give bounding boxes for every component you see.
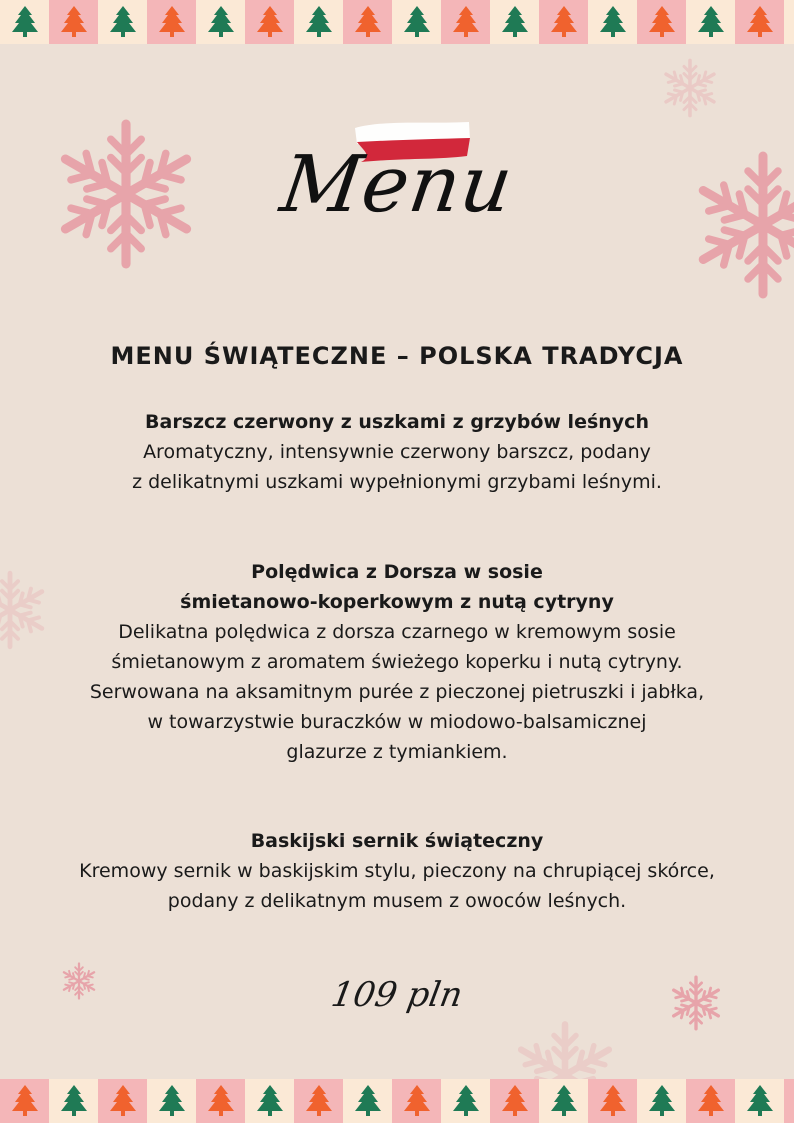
- border-tile: [441, 0, 490, 44]
- border-tile: [686, 1079, 735, 1123]
- border-tile: [441, 1079, 490, 1123]
- christmas-tree-icon: [110, 6, 136, 38]
- dish-1: [30, 407, 764, 497]
- border-tile: [637, 1079, 686, 1123]
- border-tile: [392, 0, 441, 44]
- dish-description-line: w towarzystwie buraczków w miodowo-balsamicznej: [147, 711, 647, 733]
- border-tile: [49, 0, 98, 44]
- christmas-tree-icon: [551, 6, 577, 38]
- christmas-tree-icon: [649, 1085, 675, 1117]
- border-tile: [588, 1079, 637, 1123]
- border-tile: [784, 1079, 794, 1123]
- border-tile: [735, 0, 784, 44]
- dish-description-line: Delikatna polędwica z dorsza czarnego w kremowym sosie: [118, 621, 676, 643]
- border-tile: [343, 0, 392, 44]
- border-tile: [245, 0, 294, 44]
- christmas-tree-icon: [698, 6, 724, 38]
- christmas-tree-icon: [698, 1085, 724, 1117]
- christmas-tree-icon: [12, 6, 38, 38]
- christmas-tree-icon: [306, 1085, 332, 1117]
- border-tile: [735, 1079, 784, 1123]
- christmas-tree-icon: [257, 6, 283, 38]
- christmas-tree-icon: [551, 1085, 577, 1117]
- christmas-tree-icon: [453, 6, 479, 38]
- christmas-tree-icon: [502, 6, 528, 38]
- border-tile: [0, 0, 49, 44]
- dish-2: [30, 557, 764, 767]
- christmas-tree-icon: [306, 6, 332, 38]
- christmas-tree-icon: [12, 1085, 38, 1117]
- snowflake-icon: [660, 58, 720, 118]
- dish-name: [30, 557, 764, 617]
- border-tile: [245, 1079, 294, 1123]
- christmas-tree-icon: [649, 6, 675, 38]
- christmas-tree-icon: [208, 1085, 234, 1117]
- christmas-tree-icon: [257, 1085, 283, 1117]
- christmas-tree-icon: [747, 1085, 773, 1117]
- christmas-tree-icon: [600, 6, 626, 38]
- dish-name-line: Barszcz czerwony z uszkami z grzybów leśnych: [145, 411, 649, 433]
- dish-name-line: Polędwica z Dorsza w sosie: [251, 561, 543, 583]
- border-tile: [637, 0, 686, 44]
- border-tile: [686, 0, 735, 44]
- menu-script-title: Menu: [275, 140, 519, 230]
- christmas-tree-icon: [600, 1085, 626, 1117]
- dish-name-line: śmietanowo-koperkowym z nutą cytryny: [180, 591, 614, 613]
- border-tile: [0, 1079, 49, 1123]
- christmas-tree-icon: [110, 1085, 136, 1117]
- christmas-tree-icon: [61, 1085, 87, 1117]
- dish-name-line: Baskijski sernik świąteczny: [250, 830, 544, 852]
- border-tile: [539, 1079, 588, 1123]
- dish-description-line: Serwowana na aksamitnym purée z pieczonej pietruszki i jabłka,: [89, 681, 705, 703]
- border-tile: [490, 1079, 539, 1123]
- border-tile: [196, 0, 245, 44]
- christmas-tree-icon: [208, 6, 234, 38]
- christmas-tree-icon: [404, 1085, 430, 1117]
- dish-description-line: glazurze z tymiankiem.: [286, 741, 508, 763]
- top-tree-border: [0, 0, 794, 44]
- dish-3: [30, 826, 764, 916]
- christmas-tree-icon: [404, 6, 430, 38]
- dish-description-line: Aromatyczny, intensywnie czerwony barszcz, podany: [143, 441, 651, 463]
- dish-description-line: podany z delikatnym musem z owoców leśnych.: [167, 890, 627, 912]
- christmas-tree-icon: [61, 6, 87, 38]
- border-tile: [784, 0, 794, 44]
- dish-description-line: z delikatnymi uszkami wypełnionymi grzybami leśnymi.: [132, 471, 662, 493]
- border-tile: [147, 1079, 196, 1123]
- border-tile: [343, 1079, 392, 1123]
- christmas-tree-icon: [502, 1085, 528, 1117]
- dish-name: [30, 826, 764, 856]
- dish-description-line: śmietanowym z aromatem świeżego koperku i nutą cytryny.: [111, 651, 683, 673]
- dish-description: [30, 856, 764, 916]
- price: 109 pln: [328, 975, 466, 1015]
- border-tile: [294, 1079, 343, 1123]
- christmas-tree-icon: [355, 6, 381, 38]
- dish-name: [30, 407, 764, 437]
- border-tile: [98, 0, 147, 44]
- border-tile: [539, 0, 588, 44]
- dish-description: [30, 617, 764, 767]
- dish-description: [30, 437, 764, 497]
- dish-description-line: Kremowy sernik w baskijskim stylu, pieczony na chrupiącej skórce,: [79, 860, 715, 882]
- border-tile: [147, 0, 196, 44]
- christmas-tree-icon: [453, 1085, 479, 1117]
- border-tile: [196, 1079, 245, 1123]
- border-tile: [392, 1079, 441, 1123]
- menu-title: MENU ŚWIĄTECZNE – POLSKA TRADYCJA: [110, 342, 684, 370]
- christmas-tree-icon: [159, 1085, 185, 1117]
- border-tile: [588, 0, 637, 44]
- christmas-tree-icon: [747, 6, 773, 38]
- border-tile: [98, 1079, 147, 1123]
- border-tile: [49, 1079, 98, 1123]
- border-tile: [294, 0, 343, 44]
- christmas-tree-icon: [355, 1085, 381, 1117]
- border-tile: [490, 0, 539, 44]
- bottom-tree-border: [0, 1079, 794, 1123]
- christmas-tree-icon: [159, 6, 185, 38]
